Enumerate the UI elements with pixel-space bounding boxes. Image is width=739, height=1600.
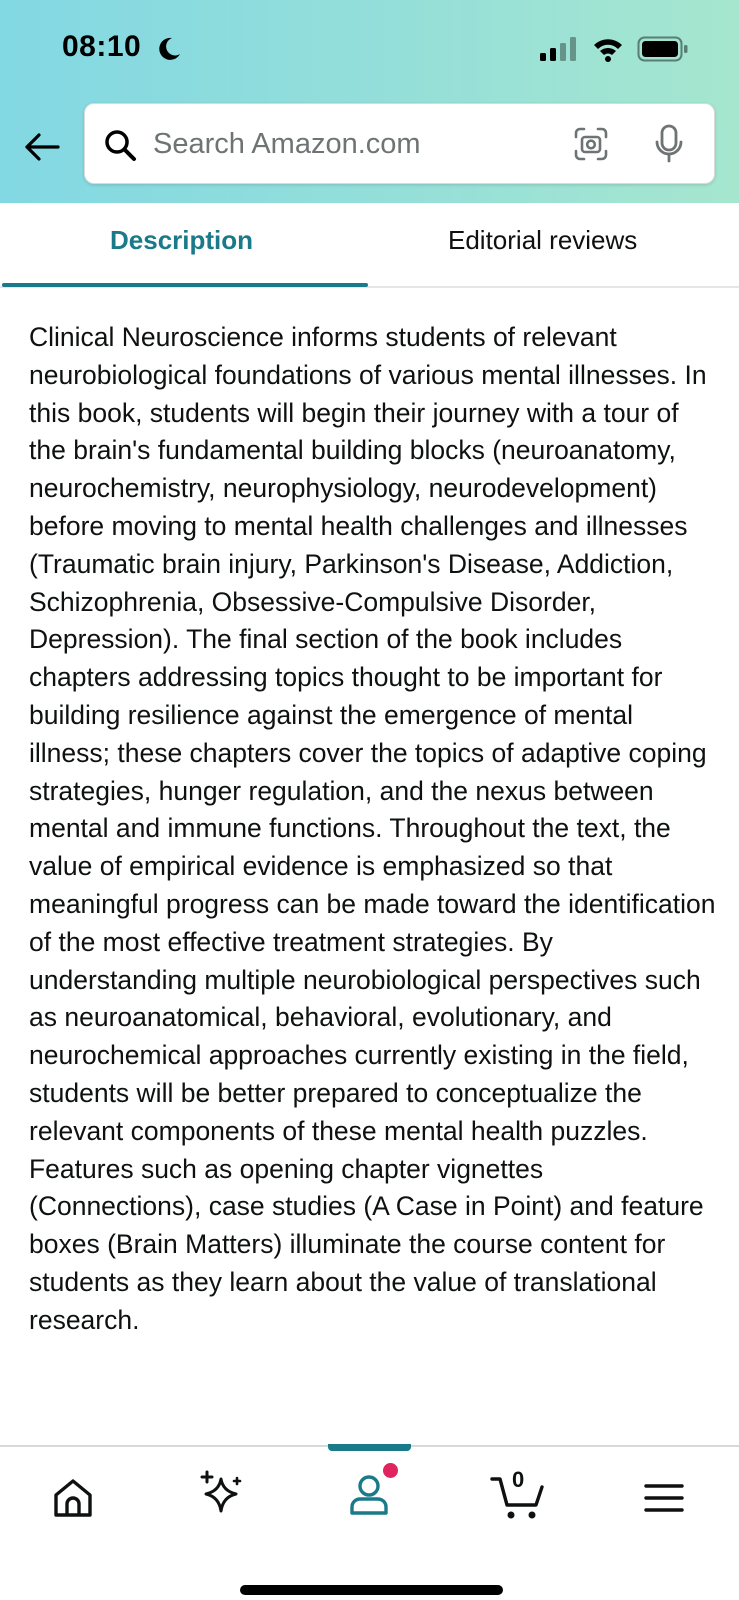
search-input[interactable] [153,122,533,166]
menu-icon[interactable] [641,1475,687,1521]
tab-editorial-reviews[interactable]: Editorial reviews [448,225,638,255]
home-indicator [240,1585,503,1595]
cart-count: 0 [512,1467,525,1492]
search-bar[interactable] [84,103,715,184]
back-arrow-icon[interactable] [22,127,62,167]
product-description: Clinical Neuroscience informs students of relevant neurobiological foundations of various mental illnesses. In this book, students will begin their journey with a tour of the brain's fundamental building blocks (neuroanatomy, neurochemistry, neurophysiology, neurodevelopment) before moving to mental health challenges and illnesses (Traumatic brain injury, Parkinson's Disease, Addiction, Schizophrenia, Obsessive-Compulsive Disorder, Depression). The final section of the book includes chapters addressing topics thought to be important for building resilience against the emergence of mental illness; these chapters cover the topics of adaptive coping strategies, hunger regulation, and the nexus between mental and immune functions. Throughout the text, the value of empirical evidence is emphasized so that meaningful progress can be made toward the identification of the most effective treatment strategies. By understanding multiple neurobiological perspectives such as neuroanatomical, behavioral, evolutionary, and neurochemical approaches currently existing in the field, students will be better prepared to conceptualize the relevant components of these mental health puzzles. Features such as opening chapter vignettes (Connections), case studies (A Case in Point) and feature boxes (Brain Matters) illuminate the course content for students as they learn about the value of translational research. [29,322,716,1335]
profile-icon[interactable] [346,1471,392,1517]
search-icon [103,128,137,162]
ai-sparkle-icon[interactable] [198,1469,244,1515]
tab-bar [0,203,739,288]
active-nav-indicator [328,1444,411,1451]
tab-description[interactable]: Description [110,225,254,255]
camera-scan-icon[interactable] [573,126,609,162]
moon-icon [156,36,182,62]
app-header [0,0,739,203]
bottom-nav-bar [0,1445,739,1600]
wifi-icon [592,36,624,62]
signal-icon [540,37,578,61]
active-tab-indicator [2,283,368,287]
home-icon[interactable] [50,1475,96,1521]
notification-dot [383,1463,398,1478]
battery-icon [637,36,689,62]
microphone-icon[interactable] [653,124,685,164]
status-time: 08:10 [62,30,142,63]
